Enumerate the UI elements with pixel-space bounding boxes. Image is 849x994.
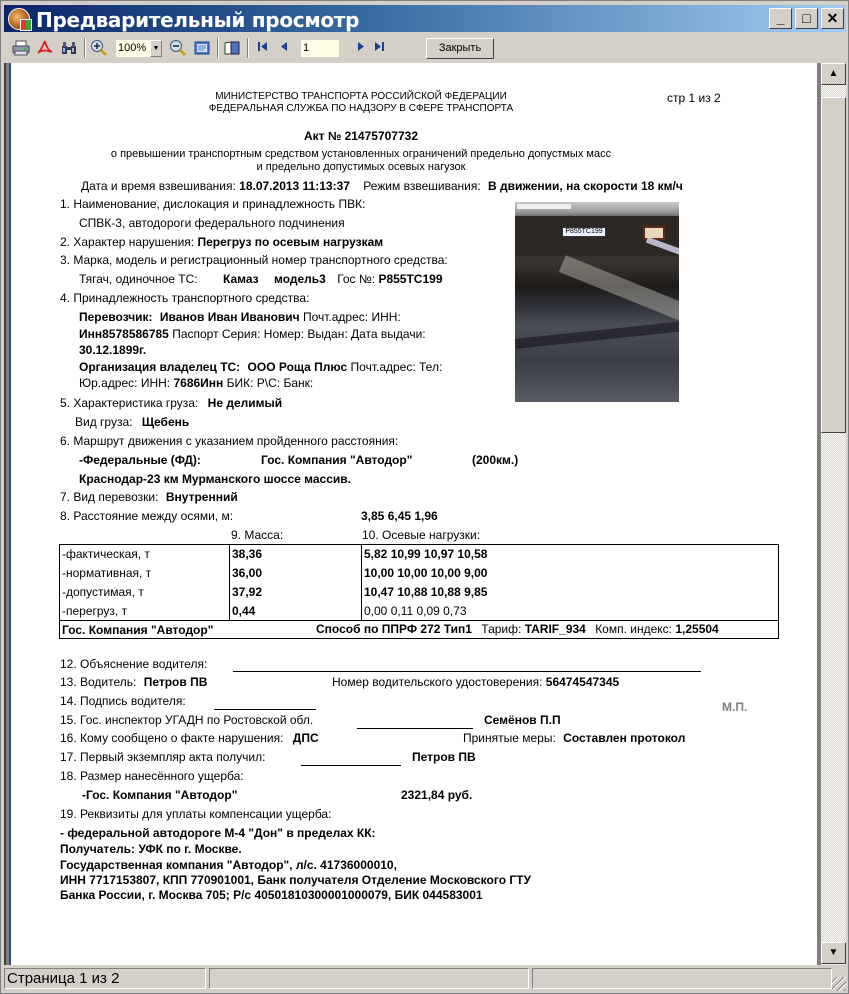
- scroll-thumb[interactable]: [821, 97, 846, 433]
- owner-legal: Юр.адрес: ИНН:: [79, 376, 171, 390]
- row-label: -перегруз, т: [60, 602, 230, 621]
- footer-index-value: 1,25504: [675, 622, 719, 636]
- license-label: Номер водительского удостоверения:: [332, 675, 543, 689]
- item17-label: 17. Первый экземпляр акта получил:: [60, 750, 266, 764]
- item5-label: 5. Характеристика груза:: [60, 396, 199, 410]
- document-page: [9, 63, 817, 965]
- resize-grip[interactable]: [832, 977, 846, 991]
- row-axles: 0,00 0,11 0,09 0,73: [362, 602, 779, 621]
- requisites-line-3: Государственная компания "Автодор", л/с. 41736000010,: [60, 858, 397, 872]
- license-value: 56474547345: [545, 675, 620, 689]
- item16-value: ДПС: [292, 731, 319, 745]
- row-axles: 10,00 10,00 10,00 9,00: [362, 564, 779, 583]
- requisites-line-1: - федеральной автодороге М-4 "Дон" в пределах КК:: [60, 826, 376, 840]
- close-preview-button[interactable]: Закрыть: [426, 38, 494, 59]
- vehicle-plate-label: Гос №:: [337, 272, 376, 286]
- carrier-inn: Инн8578586785: [79, 327, 169, 341]
- close-window-button[interactable]: ✕: [821, 8, 844, 29]
- row-mass: 37,92: [230, 583, 362, 602]
- status-bar: [4, 967, 846, 991]
- last-page-icon[interactable]: [372, 39, 386, 58]
- signature-line: [214, 709, 316, 710]
- footer-tariff-label: Тариф:: [481, 622, 522, 636]
- row-label: -нормативная, т: [60, 564, 230, 583]
- scroll-up-button[interactable]: ▲: [821, 63, 846, 85]
- footer-tariff-value: TARIF_934: [524, 622, 586, 636]
- requisites-line-5: Банка России, г. Москва 705; Р/с 40501810300001000079, БИК 044583001: [60, 888, 483, 902]
- status-pane-2: [209, 968, 529, 989]
- table-footer-row: [60, 621, 779, 639]
- footer-company: Гос. Компания "Автодор": [62, 622, 214, 637]
- inspector-signature-line: [357, 728, 473, 729]
- act-subtitle-1: о превышении транспортным средством установленных ограничений предельно допустмых масс: [110, 148, 612, 160]
- vehicle-make: Камаз: [222, 272, 259, 286]
- row-mass: 38,36: [230, 545, 362, 564]
- item2-label: 2. Характер нарушения:: [60, 235, 195, 249]
- photo-timestamp: [517, 204, 571, 209]
- item15-label: 15. Гос. инспектор УГАДН по Ростовской обл.: [60, 713, 314, 727]
- item4-label: 4. Принадлежность транспортного средства:: [60, 291, 310, 305]
- carrier-date: 30.12.1899г.: [79, 343, 147, 357]
- route-path: Краснодар-23 км Мурманского шоссе массив.: [79, 472, 351, 486]
- weigh-datetime-label: Дата и время взвешивания:: [81, 179, 236, 193]
- measures-label: Принятые меры:: [463, 731, 556, 745]
- weigh-datetime-value: 18.07.2013 11:13:37: [239, 179, 350, 193]
- cargo-type-value: Щебень: [141, 415, 190, 429]
- chevron-down-icon[interactable]: ▼: [150, 40, 162, 57]
- row-label: -допустимая, т: [60, 583, 230, 602]
- minimize-button[interactable]: _: [769, 8, 792, 29]
- toolbar: [4, 34, 846, 62]
- requisites-line-4: ИНН 7717153807, КПП 770901001, Банк получателя Отделение Московского ГТУ: [60, 873, 531, 887]
- item18-label: 18. Размер нанесённого ущерба:: [60, 769, 244, 783]
- item8-label: 8. Расстояние между осями, м:: [60, 509, 234, 523]
- route-company: Гос. Компания "Автодор": [261, 453, 413, 467]
- table-row: [60, 602, 779, 621]
- carrier-label: Перевозчик:: [79, 310, 153, 324]
- header-ministry: МИНИСТЕРСТВО ТРАНСПОРТА РОССИЙСКОЙ ФЕДЕРАЦИИ: [215, 91, 507, 102]
- item5-value: Не делимый: [207, 396, 283, 410]
- row-axles: 10,47 10,88 10,88 9,85: [362, 583, 779, 602]
- window-title: Предварительный просмотр: [36, 8, 360, 32]
- footer-method: Способ по ППРФ 272 Тип1: [316, 622, 472, 636]
- toolbar-separator: [247, 38, 249, 58]
- item8-value: 3,85 6,45 1,96: [361, 509, 438, 523]
- toolbar-separator: [217, 38, 219, 58]
- first-page-icon[interactable]: [256, 39, 270, 58]
- page-counter: стр 1 из 2: [667, 91, 721, 105]
- damage-value: 2321,84 руб.: [401, 788, 473, 802]
- table-row: [60, 583, 779, 602]
- binoculars-find-icon[interactable]: [60, 39, 78, 57]
- item14-label: 14. Подпись водителя:: [60, 694, 186, 708]
- weigh-mode-value: В движении, на скорости 18 км/ч: [488, 179, 683, 193]
- header-service: ФЕДЕРАЛЬНАЯ СЛУЖБА ПО НАДЗОРУ В СФЕРЕ ТРАНСПОРТА: [208, 103, 514, 114]
- cargo-type-label: Вид груза:: [75, 415, 133, 429]
- photo-shadow: [515, 321, 679, 349]
- page-number-input[interactable]: 1: [301, 40, 339, 57]
- next-page-icon[interactable]: [354, 39, 368, 58]
- item1-value: СПВК-3, автодороги федерального подчинения: [79, 216, 345, 230]
- item6-label: 6. Маршрут движения с указанием пройденного расстояния:: [60, 434, 399, 448]
- item16-label: 16. Кому сообщено о факте нарушения:: [60, 731, 284, 745]
- item12-label: 12. Объяснение водителя:: [60, 657, 208, 671]
- zoom-out-icon[interactable]: [169, 39, 187, 57]
- damage-company: -Гос. Компания "Автодор": [82, 788, 238, 802]
- table-row: [60, 545, 779, 564]
- owner-label: Организация владелец ТС:: [79, 360, 241, 374]
- footer-index-label: Комп. индекс:: [595, 622, 672, 636]
- row-mass: 36,00: [230, 564, 362, 583]
- maximize-button[interactable]: □: [795, 8, 818, 29]
- axle-column-header: 10. Осевые нагрузки:: [362, 528, 481, 542]
- row-mass: 0,44: [230, 602, 362, 621]
- carrier-name: Иванов Иван Иванович: [159, 310, 300, 324]
- photo-license-plate: Р855ТС199: [562, 227, 606, 237]
- owner-address: Почт.адрес: Тел:: [350, 360, 443, 374]
- measures-value: Составлен протокол: [563, 731, 686, 745]
- owner-bank: БИК: Р\С: Банк:: [226, 376, 314, 390]
- status-page-info: Страница 1 из 2: [4, 968, 206, 989]
- row-label: -фактическая, т: [60, 545, 230, 564]
- route-type: -Федеральные (ФД):: [79, 453, 201, 467]
- item19-label: 19. Реквизиты для уплаты компенсации ущерба:: [60, 807, 332, 821]
- status-pane-3: [532, 968, 832, 989]
- vehicle-model: модель3: [273, 272, 326, 286]
- act-title: Акт № 21475707732: [303, 129, 418, 143]
- owner-name: ООО Роща Плюс: [247, 360, 348, 374]
- vehicle-type: Тягач, одиночное ТС:: [79, 272, 198, 286]
- carrier-address: Почт.адрес: ИНН:: [302, 310, 401, 324]
- zoom-level-value: 100%: [118, 42, 147, 54]
- table-row: [60, 564, 779, 583]
- app-icon: [8, 8, 30, 30]
- zoom-level-select[interactable]: [116, 40, 162, 57]
- row-axles: 5,82 10,99 10,97 10,58: [362, 545, 779, 564]
- act-subtitle-2: и предельно допустимых осевых нагузок: [256, 161, 466, 173]
- scroll-down-button[interactable]: ▼: [821, 942, 846, 964]
- receipt-line: [301, 765, 401, 766]
- item2-value: Перегруз по осевым нагрузкам: [197, 235, 384, 249]
- weigh-mode-label: Режим взвешивания:: [363, 179, 481, 193]
- requisites-line-2: Получатель: УФК по г. Москве.: [60, 842, 242, 856]
- bookmarks-icon[interactable]: [223, 39, 241, 57]
- page-view-icon[interactable]: [193, 39, 211, 57]
- item3-label: 3. Марка, модель и регистрационный номер транспортного средства:: [60, 253, 448, 267]
- item1-label: 1. Наименование, дислокация и принадлежность ПВК:: [60, 197, 366, 211]
- vehicle-plate-value: Р855ТС199: [378, 272, 443, 286]
- item15-value: Семёнов П.П: [484, 713, 561, 727]
- title-bar[interactable]: [4, 5, 846, 32]
- prev-page-icon[interactable]: [278, 39, 292, 58]
- mass-column-header: 9. Масса:: [231, 528, 284, 542]
- toolbar-separator: [84, 38, 86, 58]
- mass-table: [59, 544, 779, 639]
- item7-value: Внутренний: [165, 490, 238, 504]
- explanation-line: [233, 671, 701, 672]
- carrier-passport: Паспорт Серия: Номер: Выдан: Дата выдачи:: [172, 327, 426, 341]
- printer-icon[interactable]: [12, 39, 30, 57]
- route-distance: (200км.): [472, 453, 519, 467]
- vertical-scrollbar[interactable]: [821, 63, 846, 965]
- vehicle-photo[interactable]: [515, 202, 679, 402]
- item17-value: Петров ПВ: [412, 750, 476, 764]
- owner-inn: 7686Инн: [173, 376, 224, 390]
- stamp-placeholder: М.П.: [722, 700, 748, 714]
- item7-label: 7. Вид перевозки:: [60, 490, 159, 504]
- item13-label: 13. Водитель:: [60, 675, 137, 689]
- item13-value: Петров ПВ: [143, 675, 208, 689]
- preview-viewport: [4, 63, 821, 965]
- pdf-icon[interactable]: [36, 39, 54, 57]
- zoom-in-icon[interactable]: [90, 39, 108, 57]
